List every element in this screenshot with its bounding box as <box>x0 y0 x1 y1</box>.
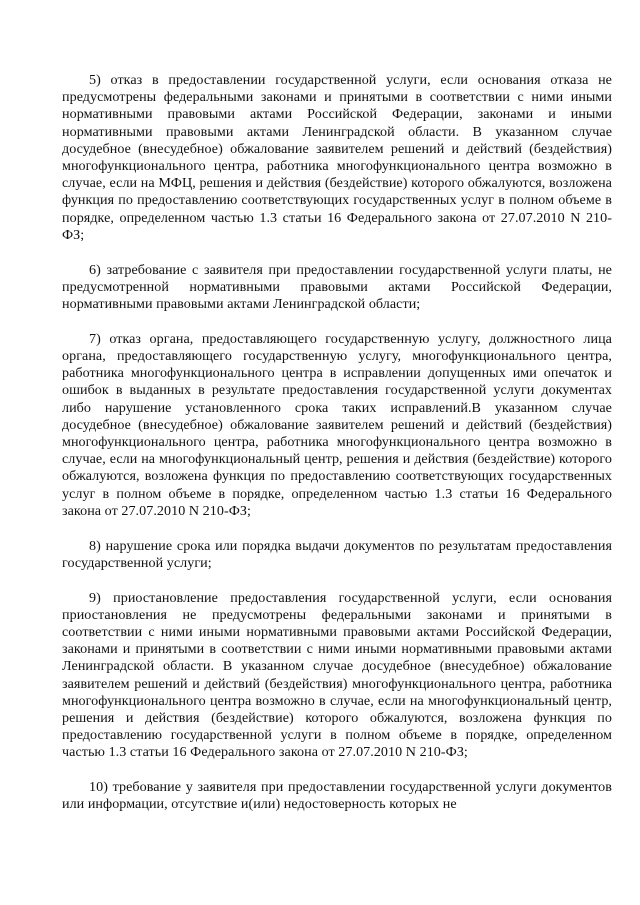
paragraph-item-7: 7) отказ органа, предоставляющего государственную услугу, должностного лица органа, предоставляющего государственную услугу, многофункционального центра, работника многофункционального центра в исправлении допущенных ими опечаток и ошибок в выданных в результате предоставления государственной услуги документах либо нарушение установленного срока таких исправлений.В указанном случае досудебное (внесудебное) обжалование заявителем решений и действий (бездействия) многофункционального центра, работника многофункционального центра возможно в случае, если на многофункциональный центр, решения и действия (бездействие) которого обжалуются, возложена функция по предоставлению соответствующих государственных услуг в полном объеме в порядке, определенном частью 1.3 статьи 16 Федерального закона от 27.07.2010 N 210-ФЗ; <box>62 330 612 519</box>
paragraph-item-5: 5) отказ в предоставлении государственной услуги, если основания отказа не предусмотрены федеральными законами и принятыми в соответствии с ними иными нормативными правовыми актами Российской Федерации, законами и иными нормативными правовыми актами Ленинградской области. В указанном случае досудебное (внесудебное) обжалование заявителем решений и действий (бездействия) многофункционального центра, работника многофункционального центра возможно в случае, если на МФЦ, решения и действия (бездействие) которого обжалуются, возложена функция по предоставлению соответствующих государственных услуг в полном объеме в порядке, определенном частью 1.3 статьи 16 Федерального закона от 27.07.2010 N 210-ФЗ; <box>62 72 612 243</box>
paragraph-item-10: 10) требование у заявителя при предоставлении государственной услуги документов или информации, отсутствие и(или) недостоверность которых не <box>62 779 612 813</box>
document-page <box>62 72 612 831</box>
paragraph-item-6: 6) затребование с заявителя при предоставлении государственной услуги платы, не предусмотренной нормативными правовыми актами Российской Федерации, нормативными правовыми актами Ленинградской области; <box>62 261 612 313</box>
paragraph-item-9: 9) приостановление предоставления государственной услуги, если основания приостановления не предусмотрены федеральными законами и принятыми в соответствии с ними иными нормативными правовыми актами Российской Федерации, законами и принятыми в соответствии с ними иными нормативными правовыми актами Ленинградской области. В указанном случае досудебное (внесудебное) обжалование заявителем решений и действий (бездействия) многофункционального центра, работника многофункционального центра возможно в случае, если на многофункциональный центр, решения и действия (бездействие) которого обжалуются, возложена функция по предоставлению государственной услуги в полном объеме в порядке, определенном частью 1.3 статьи 16 Федерального закона от 27.07.2010 N 210-ФЗ; <box>62 589 612 761</box>
paragraph-item-8: 8) нарушение срока или порядка выдачи документов по результатам предоставления государственной услуги; <box>62 537 612 571</box>
